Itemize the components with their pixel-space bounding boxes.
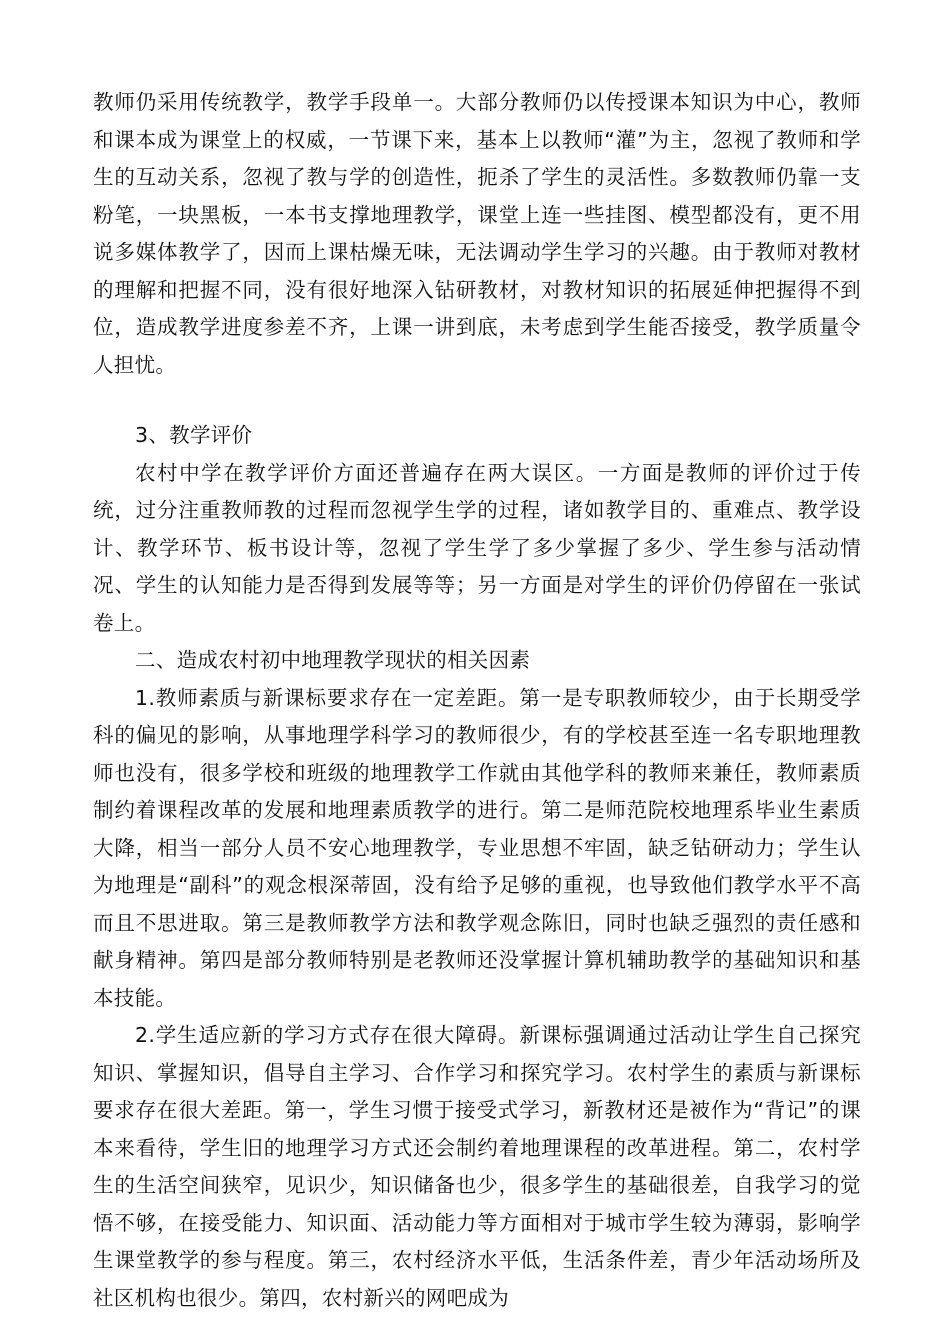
document-body xyxy=(93,84,861,1317)
paragraph-student-adaptation: 2.学生适应新的学习方式存在很大障碍。新课标强调通过活动让学生自己探究知识、掌握知识，倡导自主学习、合作学习和探究学习。农村学生的素质与新课标要求存在很大差距。第一，学生习惯于接受式学习，新教材还是被作为“背记”的课本来看待，学生旧的地理学习方式还会制约着地理课程的改革进程。第二，农村学生的生活空间狭窄，见识少，知识储备也少，很多学生的基础很差，自我学习的觉悟不够，在接受能力、知识面、活动能力等方面相对于城市学生较为薄弱，影响学生课堂教学的参与程度。第三，农村经济水平低，生活条件差，青少年活动场所及社区机构也很少。第四，农村新兴的网吧成为 xyxy=(93,1023,861,1310)
paragraph-teaching-methods: 教师仍采用传统教学，教学手段单一。大部分教师仍以传授课本知识为中心，教师和课本成为课堂上的权威，一节课下来，基本上以教师“灌”为主，忽视了教师和学生的互动关系，忽视了教与学的创造性，扼杀了学生的灵活性。多数教师仍靠一支粉笔，一块黑板，一本书支撑地理教学，课堂上连一些挂图、模型都没有，更不用说多媒体教学了，因而上课枯燥无味，无法调动学生学习的兴趣。由于教师对教材的理解和把握不同，没有很好地深入钻研教材，对教材知识的拓展延伸把握得不到位，造成教学进度参差不齐，上课一讲到底，未考虑到学生能否接受，教学质量令人担忧。 xyxy=(93,90,861,377)
section-gap xyxy=(93,384,861,417)
section-heading-related-factors: 二、造成农村初中地理教学现状的相关因素 xyxy=(135,648,531,672)
section-heading-teaching-evaluation: 3、教学评价 xyxy=(135,423,253,447)
paragraph-teaching-evaluation: 农村中学在教学评价方面还普遍存在两大误区。一方面是教师的评价过于传统，过分注重教师教的过程而忽视学生学的过程，诸如教学目的、重难点、教学设计、教学环节、板书设计等，忽视了学生学了多少掌握了多少、学生参与活动情况、学生的认知能力是否得到发展等等；另一方面是对学生的评价仍停留在一张试卷上。 xyxy=(93,460,861,635)
paragraph-teacher-quality: 1.教师素质与新课标要求存在一定差距。第一是专职教师较少，由于长期受学科的偏见的影响，从事地理学科学习的教师很少，有的学校甚至连一名专职地理教师也没有，很多学校和班级的地理教学工作就由其他学科的教师来兼任，教师素质制约着课程改革的发展和地理素质教学的进行。第二是师范院校地理系毕业生素质大降，相当一部分人员不安心地理教学，专业思想不牢固，缺乏钻研动力；学生认为地理是“副科”的观念根深蒂固，没有给予足够的重视，也导致他们教学水平不高而且不思进取。第三是教师教学方法和教学观念陈旧，同时也缺乏强烈的责任感和献身精神。第四是部分教师特别是老教师还没掌握计算机辅助教学的基础知识和基本技能。 xyxy=(93,685,861,1010)
